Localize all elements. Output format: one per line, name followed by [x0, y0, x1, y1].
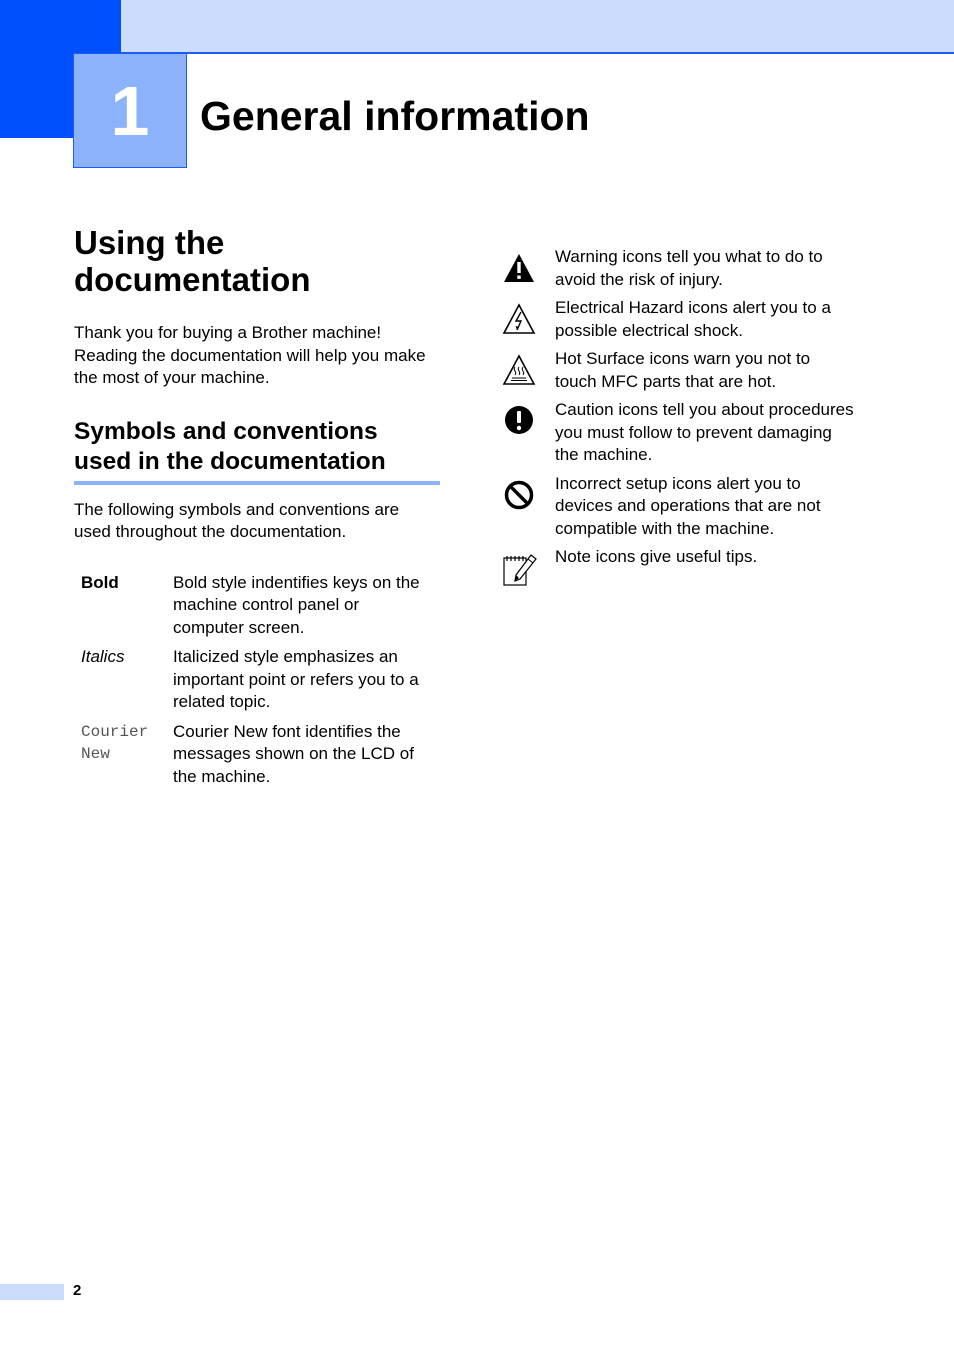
header-rule	[121, 52, 954, 54]
note-icon	[502, 546, 555, 588]
symbol-row-note	[502, 546, 862, 588]
symbol-text: Caution icons tell you about procedures you must follow to prevent damaging the machine.	[555, 400, 854, 464]
subsection-title: Symbols and conventions used in the documentation	[74, 417, 440, 485]
footer-bar	[0, 1284, 64, 1300]
convention-term: Bold	[81, 572, 119, 592]
section-intro: Thank you for buying a Brother machine! Reading the documentation will help you make the most of your machine.	[74, 323, 426, 387]
symbol-row-hot-surface	[502, 348, 862, 393]
electrical-hazard-icon	[502, 297, 555, 335]
convention-term: Courier New	[81, 722, 149, 763]
convention-desc: Bold style indentifies keys on the machine control panel or computer screen.	[173, 572, 420, 637]
symbol-text: Warning icons tell you what to do to avoid the risk of injury.	[555, 247, 823, 289]
subsection-text: The following symbols and conventions are used throughout the documentation.	[74, 499, 400, 541]
symbol-row-caution	[502, 399, 862, 467]
symbol-text: Hot Surface icons warn you not to touch MFC parts that are hot.	[555, 349, 811, 391]
convention-row-bold	[74, 572, 440, 640]
symbol-row-incorrect-setup	[502, 473, 862, 541]
convention-row-courier	[74, 721, 440, 789]
chapter-number: 1	[73, 53, 187, 168]
left-column	[74, 224, 440, 795]
convention-desc: Courier New font identifies the messages shown on the LCD of the machine.	[173, 721, 414, 786]
symbols-list	[502, 246, 862, 588]
chapter-title: General information	[200, 93, 590, 139]
header-band	[121, 0, 954, 52]
symbol-text: Incorrect setup icons alert you to devices and operations that are not compatible with the machine.	[555, 473, 821, 538]
symbol-text: Note icons give useful tips.	[555, 547, 758, 566]
warning-icon	[502, 246, 555, 284]
symbol-row-warning	[502, 246, 862, 291]
section-title: Using the documentation	[74, 224, 311, 298]
incorrect-setup-icon	[502, 473, 555, 511]
symbol-text: Electrical Hazard icons alert you to a possible electrical shock.	[555, 298, 831, 340]
symbol-row-electrical	[502, 297, 862, 342]
convention-row-italics	[74, 646, 440, 714]
page-number: 2	[73, 1282, 82, 1299]
hot-surface-icon	[502, 348, 555, 386]
convention-term: Italics	[81, 647, 125, 666]
convention-desc: Italicized style emphasizes an important point or refers you to a related topic.	[173, 647, 419, 711]
caution-icon	[502, 399, 555, 437]
conventions-table	[74, 572, 440, 789]
